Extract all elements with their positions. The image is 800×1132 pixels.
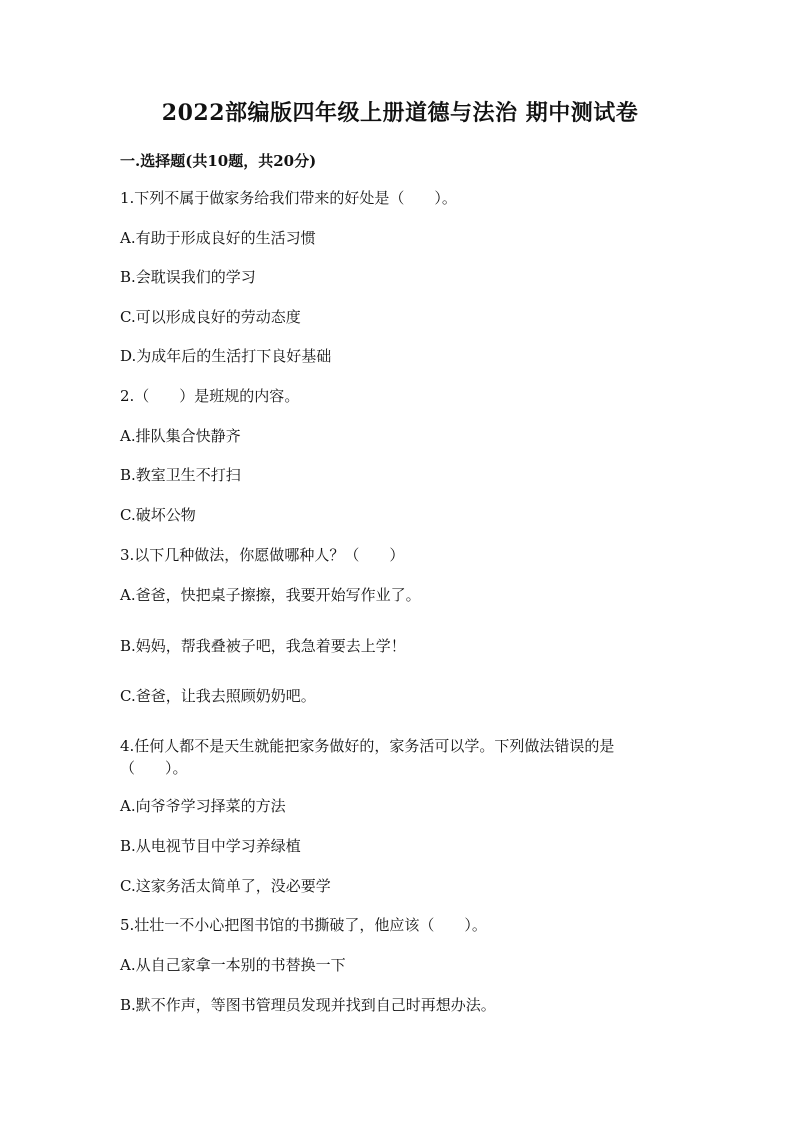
section-heading: 一.选择题(共10题，共20分) bbox=[120, 152, 317, 170]
question-stem-5: 5.壮壮一不小心把图书馆的书撕破了，他应该（ ）。 bbox=[120, 916, 487, 934]
option-1d: D.为成年后的生活打下良好基础 bbox=[120, 347, 332, 365]
page-title: 2022部编版四年级上册道德与法治 期中测试卷 bbox=[161, 100, 639, 126]
option-3c: C.爸爸，让我去照顾奶奶吧。 bbox=[120, 687, 316, 705]
option-3a: A.爸爸，快把桌子擦擦，我要开始写作业了。 bbox=[120, 586, 421, 604]
option-2a: A.排队集合快静齐 bbox=[120, 427, 241, 445]
option-4c: C.这家务活太简单了，没必要学 bbox=[120, 877, 331, 895]
option-1b: B.会耽误我们的学习 bbox=[120, 268, 256, 286]
question-stem-2: 2.（ ）是班规的内容。 bbox=[120, 387, 300, 405]
question-stem-1: 1.下列不属于做家务给我们带来的好处是（ ）。 bbox=[120, 189, 457, 207]
option-5b: B.默不作声，等图书管理员发现并找到自己时再想办法。 bbox=[120, 996, 496, 1014]
option-4a: A.向爷爷学习择菜的方法 bbox=[120, 797, 286, 815]
option-1a: A.有助于形成良好的生活习惯 bbox=[120, 229, 316, 247]
option-4b: B.从电视节目中学习养绿植 bbox=[120, 837, 301, 855]
option-3b: B.妈妈，帮我叠被子吧，我急着要去上学！ bbox=[120, 637, 406, 655]
question-stem-3: 3.以下几种做法，你愿做哪种人？（ ） bbox=[120, 546, 405, 564]
option-2b: B.教室卫生不打扫 bbox=[120, 466, 241, 484]
option-1c: C.可以形成良好的劳动态度 bbox=[120, 308, 301, 326]
question-stem-4: 4.任何人都不是天生就能把家务做好的，家务活可以学。下列做法错误的是（ ）。 bbox=[120, 737, 615, 777]
option-5a: A.从自己家拿一本别的书替换一下 bbox=[120, 956, 346, 974]
option-2c: C.破坏公物 bbox=[120, 506, 196, 524]
